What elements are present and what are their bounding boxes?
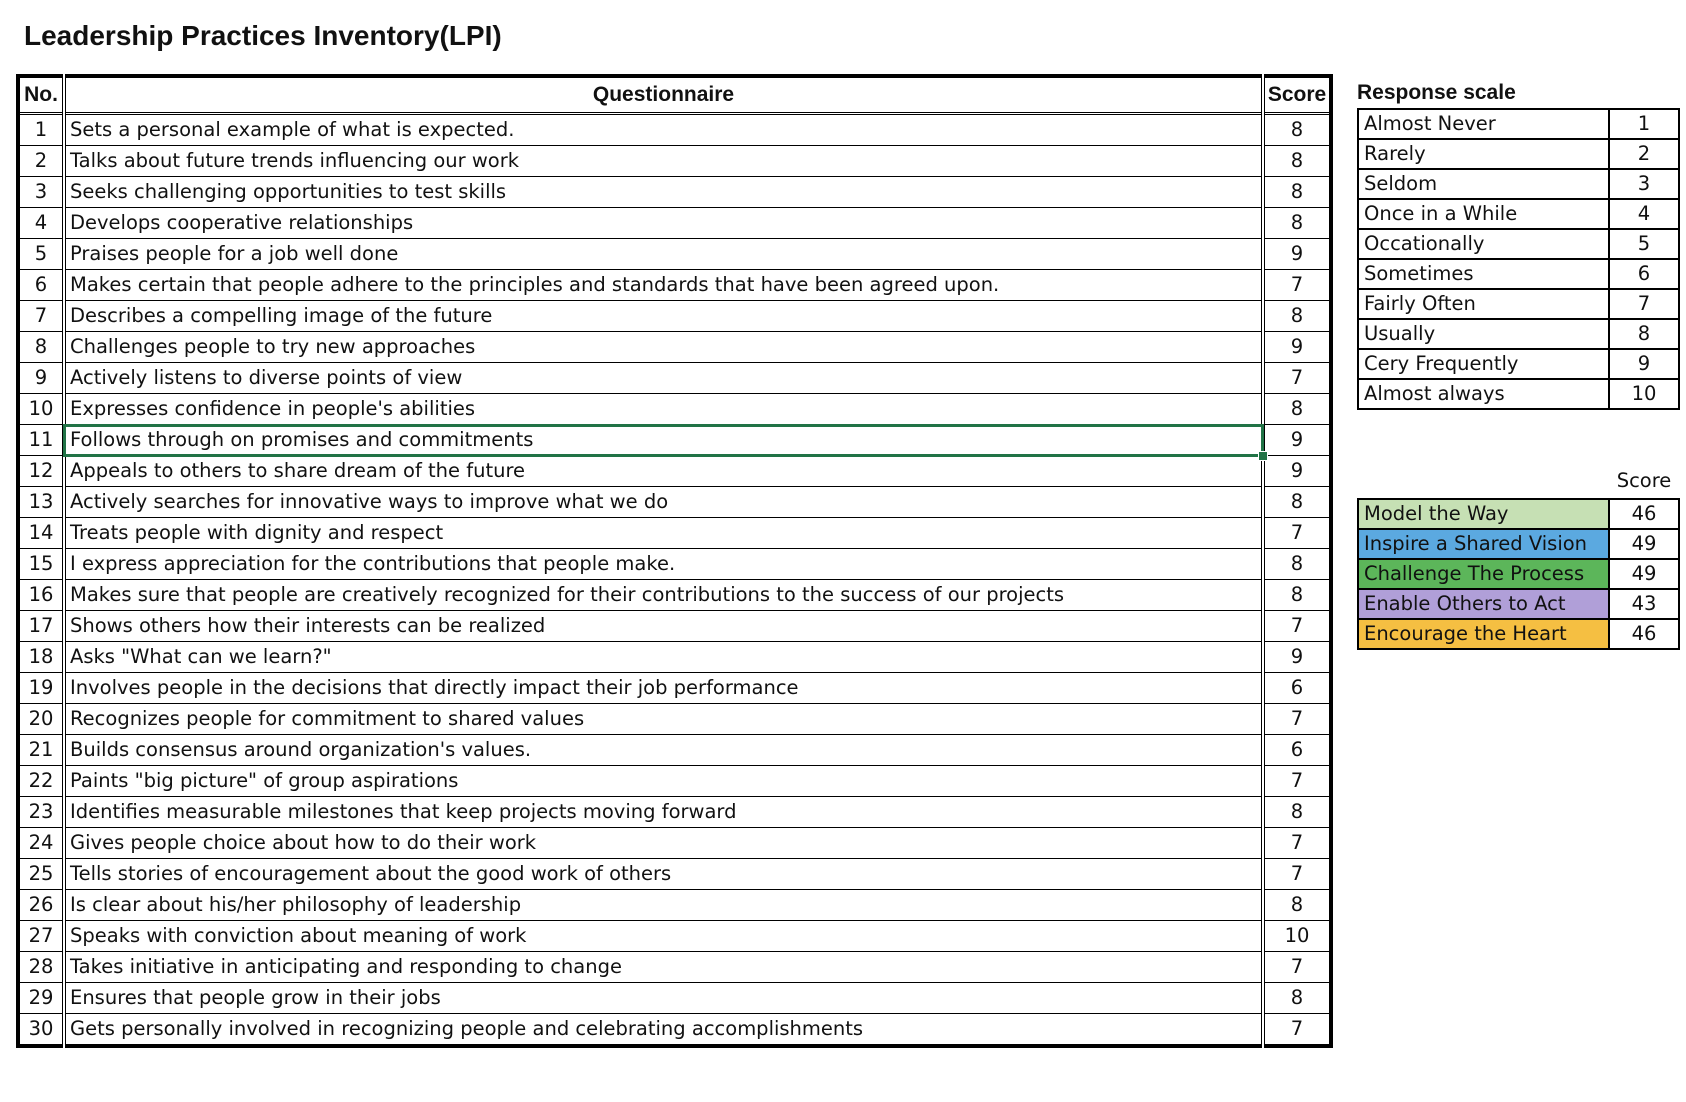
cell-question[interactable]: Gives people choice about how to do their work <box>64 828 1263 859</box>
practice-label[interactable]: Inspire a Shared Vision <box>1358 529 1609 559</box>
cell-question[interactable]: Identifies measurable milestones that keep projects moving forward <box>64 797 1263 828</box>
table-row <box>18 425 1331 456</box>
table-row <box>18 1014 1331 1047</box>
cell-question[interactable]: Builds consensus around organization's values. <box>64 735 1263 766</box>
cell-score[interactable]: 7 <box>1263 952 1331 983</box>
header-no[interactable]: No. <box>18 76 64 114</box>
cell-no[interactable]: 10 <box>18 394 64 425</box>
table-header-row <box>18 76 1331 114</box>
practice-score[interactable]: 46 <box>1609 499 1679 529</box>
table-row <box>18 518 1331 549</box>
cell-no[interactable]: 17 <box>18 611 64 642</box>
cell-score[interactable]: 8 <box>1263 301 1331 332</box>
cell-no[interactable]: 9 <box>18 363 64 394</box>
response-scale-value[interactable]: 9 <box>1609 349 1679 379</box>
response-scale-label[interactable]: Once in a While <box>1358 199 1609 229</box>
cell-score[interactable]: 8 <box>1263 580 1331 611</box>
cell-score[interactable]: 8 <box>1263 208 1331 239</box>
cell-question[interactable]: Makes certain that people adhere to the principles and standards that have been agreed upon. <box>64 270 1263 301</box>
cell-no[interactable]: 29 <box>18 983 64 1014</box>
practice-label[interactable]: Encourage the Heart <box>1358 619 1609 649</box>
lpi-questionnaire-table <box>16 74 1333 1048</box>
table-row <box>18 797 1331 828</box>
practice-row <box>1358 589 1679 619</box>
response-scale-value[interactable]: 6 <box>1609 259 1679 289</box>
practice-row <box>1358 619 1679 649</box>
table-row <box>18 580 1331 611</box>
table-row <box>18 859 1331 890</box>
table-row <box>18 890 1331 921</box>
cell-no[interactable]: 5 <box>18 239 64 270</box>
cell-score[interactable]: 7 <box>1263 1014 1331 1047</box>
cell-question[interactable]: Involves people in the decisions that directly impact their job performance <box>64 673 1263 704</box>
fill-handle[interactable] <box>1258 451 1268 461</box>
cell-question[interactable]: Describes a compelling image of the future <box>64 301 1263 332</box>
cell-score[interactable]: 7 <box>1263 363 1331 394</box>
cell-score[interactable]: 7 <box>1263 828 1331 859</box>
cell-no[interactable]: 26 <box>18 890 64 921</box>
cell-question[interactable]: Recognizes people for commitment to shared values <box>64 704 1263 735</box>
cell-score[interactable]: 7 <box>1263 611 1331 642</box>
cell-question[interactable]: Takes initiative in anticipating and responding to change <box>64 952 1263 983</box>
practice-label[interactable]: Model the Way <box>1358 499 1609 529</box>
response-scale-row <box>1358 169 1679 199</box>
response-scale-value[interactable]: 10 <box>1609 379 1679 409</box>
header-score[interactable]: Score <box>1263 76 1331 114</box>
response-scale-value[interactable]: 3 <box>1609 169 1679 199</box>
response-scale-row <box>1358 379 1679 409</box>
practice-score[interactable]: 46 <box>1609 619 1679 649</box>
cell-score[interactable]: 7 <box>1263 270 1331 301</box>
response-scale-table <box>1357 108 1680 410</box>
response-scale-label[interactable]: Seldom <box>1358 169 1609 199</box>
cell-no[interactable]: 11 <box>18 425 64 456</box>
response-scale-value[interactable]: 5 <box>1609 229 1679 259</box>
cell-question[interactable]: Speaks with conviction about meaning of work <box>64 921 1263 952</box>
response-scale-row <box>1358 109 1679 139</box>
table-row <box>18 270 1331 301</box>
response-scale-value[interactable]: 8 <box>1609 319 1679 349</box>
cell-score[interactable]: 8 <box>1263 487 1331 518</box>
cell-score[interactable]: 9 <box>1263 332 1331 363</box>
cell-score[interactable]: 8 <box>1263 114 1331 146</box>
table-row <box>18 921 1331 952</box>
table-row <box>18 114 1331 146</box>
practice-row <box>1358 499 1679 529</box>
cell-no[interactable]: 3 <box>18 177 64 208</box>
cell-score[interactable]: 6 <box>1263 735 1331 766</box>
cell-score[interactable]: 9 <box>1263 642 1331 673</box>
cell-question[interactable]: Ensures that people grow in their jobs <box>64 983 1263 1014</box>
cell-score[interactable]: 8 <box>1263 890 1331 921</box>
cell-score[interactable]: 7 <box>1263 859 1331 890</box>
cell-no[interactable]: 20 <box>18 704 64 735</box>
table-row <box>18 363 1331 394</box>
table-row <box>18 642 1331 673</box>
response-scale-title: Response scale <box>1357 81 1516 104</box>
cell-score[interactable]: 8 <box>1263 549 1331 580</box>
response-scale-label[interactable]: Rarely <box>1358 139 1609 169</box>
table-row <box>18 952 1331 983</box>
practice-row <box>1358 559 1679 589</box>
table-row <box>18 487 1331 518</box>
cell-no[interactable]: 8 <box>18 332 64 363</box>
cell-score[interactable]: 9 <box>1263 456 1331 487</box>
table-row <box>18 735 1331 766</box>
response-scale-value[interactable]: 1 <box>1609 109 1679 139</box>
response-scale-value[interactable]: 7 <box>1609 289 1679 319</box>
table-row <box>18 146 1331 177</box>
cell-score[interactable]: 7 <box>1263 704 1331 735</box>
response-scale-label[interactable]: Fairly Often <box>1358 289 1609 319</box>
response-scale-row <box>1358 229 1679 259</box>
cell-question[interactable]: Tells stories of encouragement about the good work of others <box>64 859 1263 890</box>
cell-score[interactable]: 9 <box>1263 239 1331 270</box>
cell-question[interactable]: Gets personally involved in recognizing people and celebrating accomplishments <box>64 1014 1263 1047</box>
cell-score[interactable]: 8 <box>1263 394 1331 425</box>
cell-question[interactable]: Develops cooperative relationships <box>64 208 1263 239</box>
cell-score[interactable]: 9 <box>1263 425 1331 456</box>
cell-no[interactable]: 1 <box>18 114 64 146</box>
cell-no[interactable]: 19 <box>18 673 64 704</box>
cell-score[interactable]: 7 <box>1263 518 1331 549</box>
practice-score[interactable]: 49 <box>1609 529 1679 559</box>
practice-row <box>1358 529 1679 559</box>
cell-question[interactable]: Seeks challenging opportunities to test skills <box>64 177 1263 208</box>
cell-question[interactable]: Challenges people to try new approaches <box>64 332 1263 363</box>
cell-question[interactable]: Sets a personal example of what is expected. <box>64 114 1263 146</box>
cell-no[interactable]: 25 <box>18 859 64 890</box>
cell-question[interactable]: Actively searches for innovative ways to improve what we do <box>64 487 1263 518</box>
response-scale-label[interactable]: Occationally <box>1358 229 1609 259</box>
table-row <box>18 208 1331 239</box>
cell-score[interactable]: 8 <box>1263 177 1331 208</box>
practice-score[interactable]: 43 <box>1609 589 1679 619</box>
response-scale-row <box>1358 139 1679 169</box>
table-row <box>18 828 1331 859</box>
response-scale-label[interactable]: Sometimes <box>1358 259 1609 289</box>
cell-no[interactable]: 15 <box>18 549 64 580</box>
cell-no[interactable]: 4 <box>18 208 64 239</box>
table-row <box>18 332 1331 363</box>
sheet-title: Leadership Practices Inventory(LPI) <box>24 20 502 51</box>
cell-no[interactable]: 27 <box>18 921 64 952</box>
cell-no[interactable]: 24 <box>18 828 64 859</box>
cell-question[interactable]: Appeals to others to share dream of the future <box>64 456 1263 487</box>
cell-question[interactable]: Is clear about his/her philosophy of leadership <box>64 890 1263 921</box>
response-scale-row <box>1358 319 1679 349</box>
response-scale-row <box>1358 289 1679 319</box>
cell-no[interactable]: 30 <box>18 1014 64 1047</box>
table-row <box>18 301 1331 332</box>
cell-no[interactable]: 21 <box>18 735 64 766</box>
table-row <box>18 177 1331 208</box>
practice-score[interactable]: 49 <box>1609 559 1679 589</box>
table-row <box>18 456 1331 487</box>
cell-no[interactable]: 6 <box>18 270 64 301</box>
response-scale-row <box>1358 349 1679 379</box>
cell-no[interactable]: 16 <box>18 580 64 611</box>
response-scale-label[interactable]: Almost always <box>1358 379 1609 409</box>
cell-question[interactable]: Treats people with dignity and respect <box>64 518 1263 549</box>
cell-question[interactable]: Praises people for a job well done <box>64 239 1263 270</box>
practices-score-header: Score <box>1616 469 1672 492</box>
cell-no[interactable]: 23 <box>18 797 64 828</box>
table-row <box>18 611 1331 642</box>
cell-score[interactable]: 6 <box>1263 673 1331 704</box>
cell-score[interactable]: 8 <box>1263 797 1331 828</box>
response-scale-label[interactable]: Almost Never <box>1358 109 1609 139</box>
cell-question[interactable]: Paints "big picture" of group aspirations <box>64 766 1263 797</box>
table-row <box>18 704 1331 735</box>
cell-no[interactable]: 2 <box>18 146 64 177</box>
cell-no[interactable]: 28 <box>18 952 64 983</box>
table-row <box>18 239 1331 270</box>
cell-score[interactable]: 10 <box>1263 921 1331 952</box>
table-row <box>18 983 1331 1014</box>
cell-no[interactable]: 13 <box>18 487 64 518</box>
cell-no[interactable]: 18 <box>18 642 64 673</box>
response-scale-row <box>1358 259 1679 289</box>
cell-no[interactable]: 22 <box>18 766 64 797</box>
practices-score-table <box>1357 498 1680 650</box>
response-scale-value[interactable]: 4 <box>1609 199 1679 229</box>
cell-no[interactable]: 12 <box>18 456 64 487</box>
practice-label[interactable]: Challenge The Process <box>1358 559 1609 589</box>
cell-score[interactable]: 8 <box>1263 983 1331 1014</box>
table-row <box>18 394 1331 425</box>
table-row <box>18 766 1331 797</box>
cell-no[interactable]: 14 <box>18 518 64 549</box>
response-scale-value[interactable]: 2 <box>1609 139 1679 169</box>
cell-question[interactable]: Follows through on promises and commitments <box>64 425 1263 456</box>
cell-no[interactable]: 7 <box>18 301 64 332</box>
practice-label[interactable]: Enable Others to Act <box>1358 589 1609 619</box>
response-scale-label[interactable]: Cery Frequently <box>1358 349 1609 379</box>
cell-question[interactable]: I express appreciation for the contributions that people make. <box>64 549 1263 580</box>
cell-question[interactable]: Makes sure that people are creatively recognized for their contributions to the success of our projects <box>64 580 1263 611</box>
header-questionnaire[interactable]: Questionnaire <box>64 76 1263 114</box>
cell-score[interactable]: 8 <box>1263 146 1331 177</box>
cell-question[interactable]: Talks about future trends influencing our work <box>64 146 1263 177</box>
cell-question[interactable]: Actively listens to diverse points of view <box>64 363 1263 394</box>
table-row <box>18 549 1331 580</box>
cell-score[interactable]: 7 <box>1263 766 1331 797</box>
cell-question[interactable]: Asks "What can we learn?" <box>64 642 1263 673</box>
response-scale-row <box>1358 199 1679 229</box>
table-row <box>18 673 1331 704</box>
response-scale-label[interactable]: Usually <box>1358 319 1609 349</box>
cell-question[interactable]: Expresses confidence in people's abilities <box>64 394 1263 425</box>
cell-question[interactable]: Shows others how their interests can be realized <box>64 611 1263 642</box>
